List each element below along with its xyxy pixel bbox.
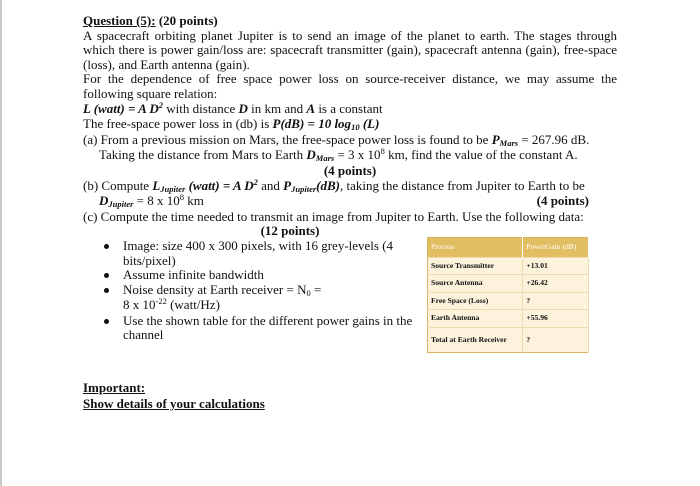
cell-process: Source Antenna [428,275,523,293]
intro-relation: For the dependence of free space power loss on source-receiver distance, we may assume the following square relation: [83,71,617,101]
part-b-distance: = 8 x 10 [133,193,180,209]
table-header-row [428,237,589,257]
table-row [428,327,589,352]
part-b-d-sub: Jupiter [108,199,134,210]
bullet-bandwidth: Assume infinite bandwidth [123,267,264,283]
list-item [83,314,419,343]
list-item [83,239,419,268]
part-a-d-sub: Mars [315,153,335,164]
formula-d: D [238,100,248,116]
db-formula-a: P(dB) = 10 log [272,116,352,132]
formula-a: A [306,100,316,116]
table-row [428,292,589,310]
formula-exponent: 2 [158,99,164,110]
part-a-p-sub: Mars [499,137,519,148]
cell-process: Total at Earth Receiver [428,327,523,352]
part-a-task: km, find the value of the constant A. [384,147,578,163]
part-b-p-sub: Jupiter [291,183,317,194]
part-c [83,210,617,239]
part-b-l-sub: Jupiter [160,183,186,194]
bullet-icon [104,273,109,278]
db-line [83,117,617,133]
cell-process: Free Space (Loss) [428,292,523,310]
part-a-exp: 8 [380,146,385,157]
bullet-table: Use the shown table for the different power gains in the channel [123,312,413,343]
part-a-points: (4 points) [323,162,377,178]
bullet-icon [104,288,109,293]
table-row [428,257,589,275]
db-formula-sub: 10 [351,122,360,133]
question-title: Question (5): [83,13,156,28]
list-item [83,268,419,283]
formula-text-1: with distance [163,100,239,116]
important-note [83,380,265,411]
noise-exp: -22 [155,296,167,307]
part-b-l: L [152,177,161,193]
bullet-noise: Noise density at Earth receiver = N [123,281,307,297]
bullet-icon [104,319,109,324]
cell-gain: ? [523,292,589,310]
formula-line [83,99,617,118]
part-c-details [83,239,617,359]
noise-eq: = [310,281,322,297]
cell-gain: +26.42 [523,275,589,293]
part-a-value: = 267.96 dB. [518,131,590,147]
part-b-and: and [257,177,284,193]
db-formula-b: (L) [359,116,380,132]
cell-process: Earth Antenna [428,310,523,328]
list-item [83,283,419,314]
part-a-d: D [306,147,316,163]
formula-text-3: is a constant [315,100,383,116]
cell-gain: ? [523,327,589,352]
data-list [83,239,419,343]
part-a [83,133,617,179]
part-b [83,176,617,210]
part-a-line2: Taking the distance from Mars to Earth [99,147,307,163]
part-a-distance: = 3 x 10 [334,147,381,163]
part-b-lead: (b) Compute [83,177,153,193]
bullet-icon [104,244,109,249]
part-a-line1: (a) From a previous mission on Mars, the free-space power loss is found to be [83,131,492,147]
cell-gain: +55.96 [523,310,589,328]
power-gain-table [427,237,589,353]
table-row [428,310,589,328]
part-b-distance-exp: 8 [179,192,185,203]
bullet-image: Image: size 400 x 300 pixels, with 16 grey-levels (4 bits/pixel) [123,237,394,268]
db-text: The free-space power loss in (db) is [83,116,273,132]
noise-unit: (watt/Hz) [166,297,220,313]
cell-process: Source Transmitter [428,257,523,275]
part-b-formula: (watt) = A D [185,177,254,193]
cell-gain: +13.01 [523,257,589,275]
noise-sub: 0 [306,287,311,298]
part-b-p: P [283,177,292,193]
formula-lead: L (watt) = A D [83,100,159,116]
part-c-line: (c) Compute the time needed to transmit an image from Jupiter to Earth. Use the following data: [83,208,584,224]
show-details-label: Show details of your calculations [83,395,265,411]
noise-value: 8 x 10 [123,297,156,313]
formula-text-2: in km and [247,100,307,116]
part-b-db: (dB) [316,177,340,193]
part-b-points: (4 points) [536,193,589,209]
part-a-p: P [491,131,500,147]
intro-paragraph: A spacecraft orbiting planet Jupiter is to send an image of the planet to earth. The stages through which there is power gain/loss are: spacecraft transmitter (gain), spacecraft antenna (gain), free-space (loss), and Earth antenna (gain). [83,27,617,72]
part-b-exp: 2 [253,176,258,187]
question-document [83,14,617,359]
part-b-text: , taking the distance from Jupiter to Earth to be [340,177,585,193]
part-c-points: (12 points) [260,223,320,239]
header-process: Process [428,237,523,257]
page-edge [0,0,2,486]
important-label: Important: [83,380,146,395]
question-heading [83,14,617,29]
header-powergain: PowerGain (dB) [523,237,589,257]
question-points: (20 points) [155,13,218,28]
part-b-unit: km [184,193,204,209]
part-b-d: D [99,193,109,209]
table-row [428,275,589,293]
